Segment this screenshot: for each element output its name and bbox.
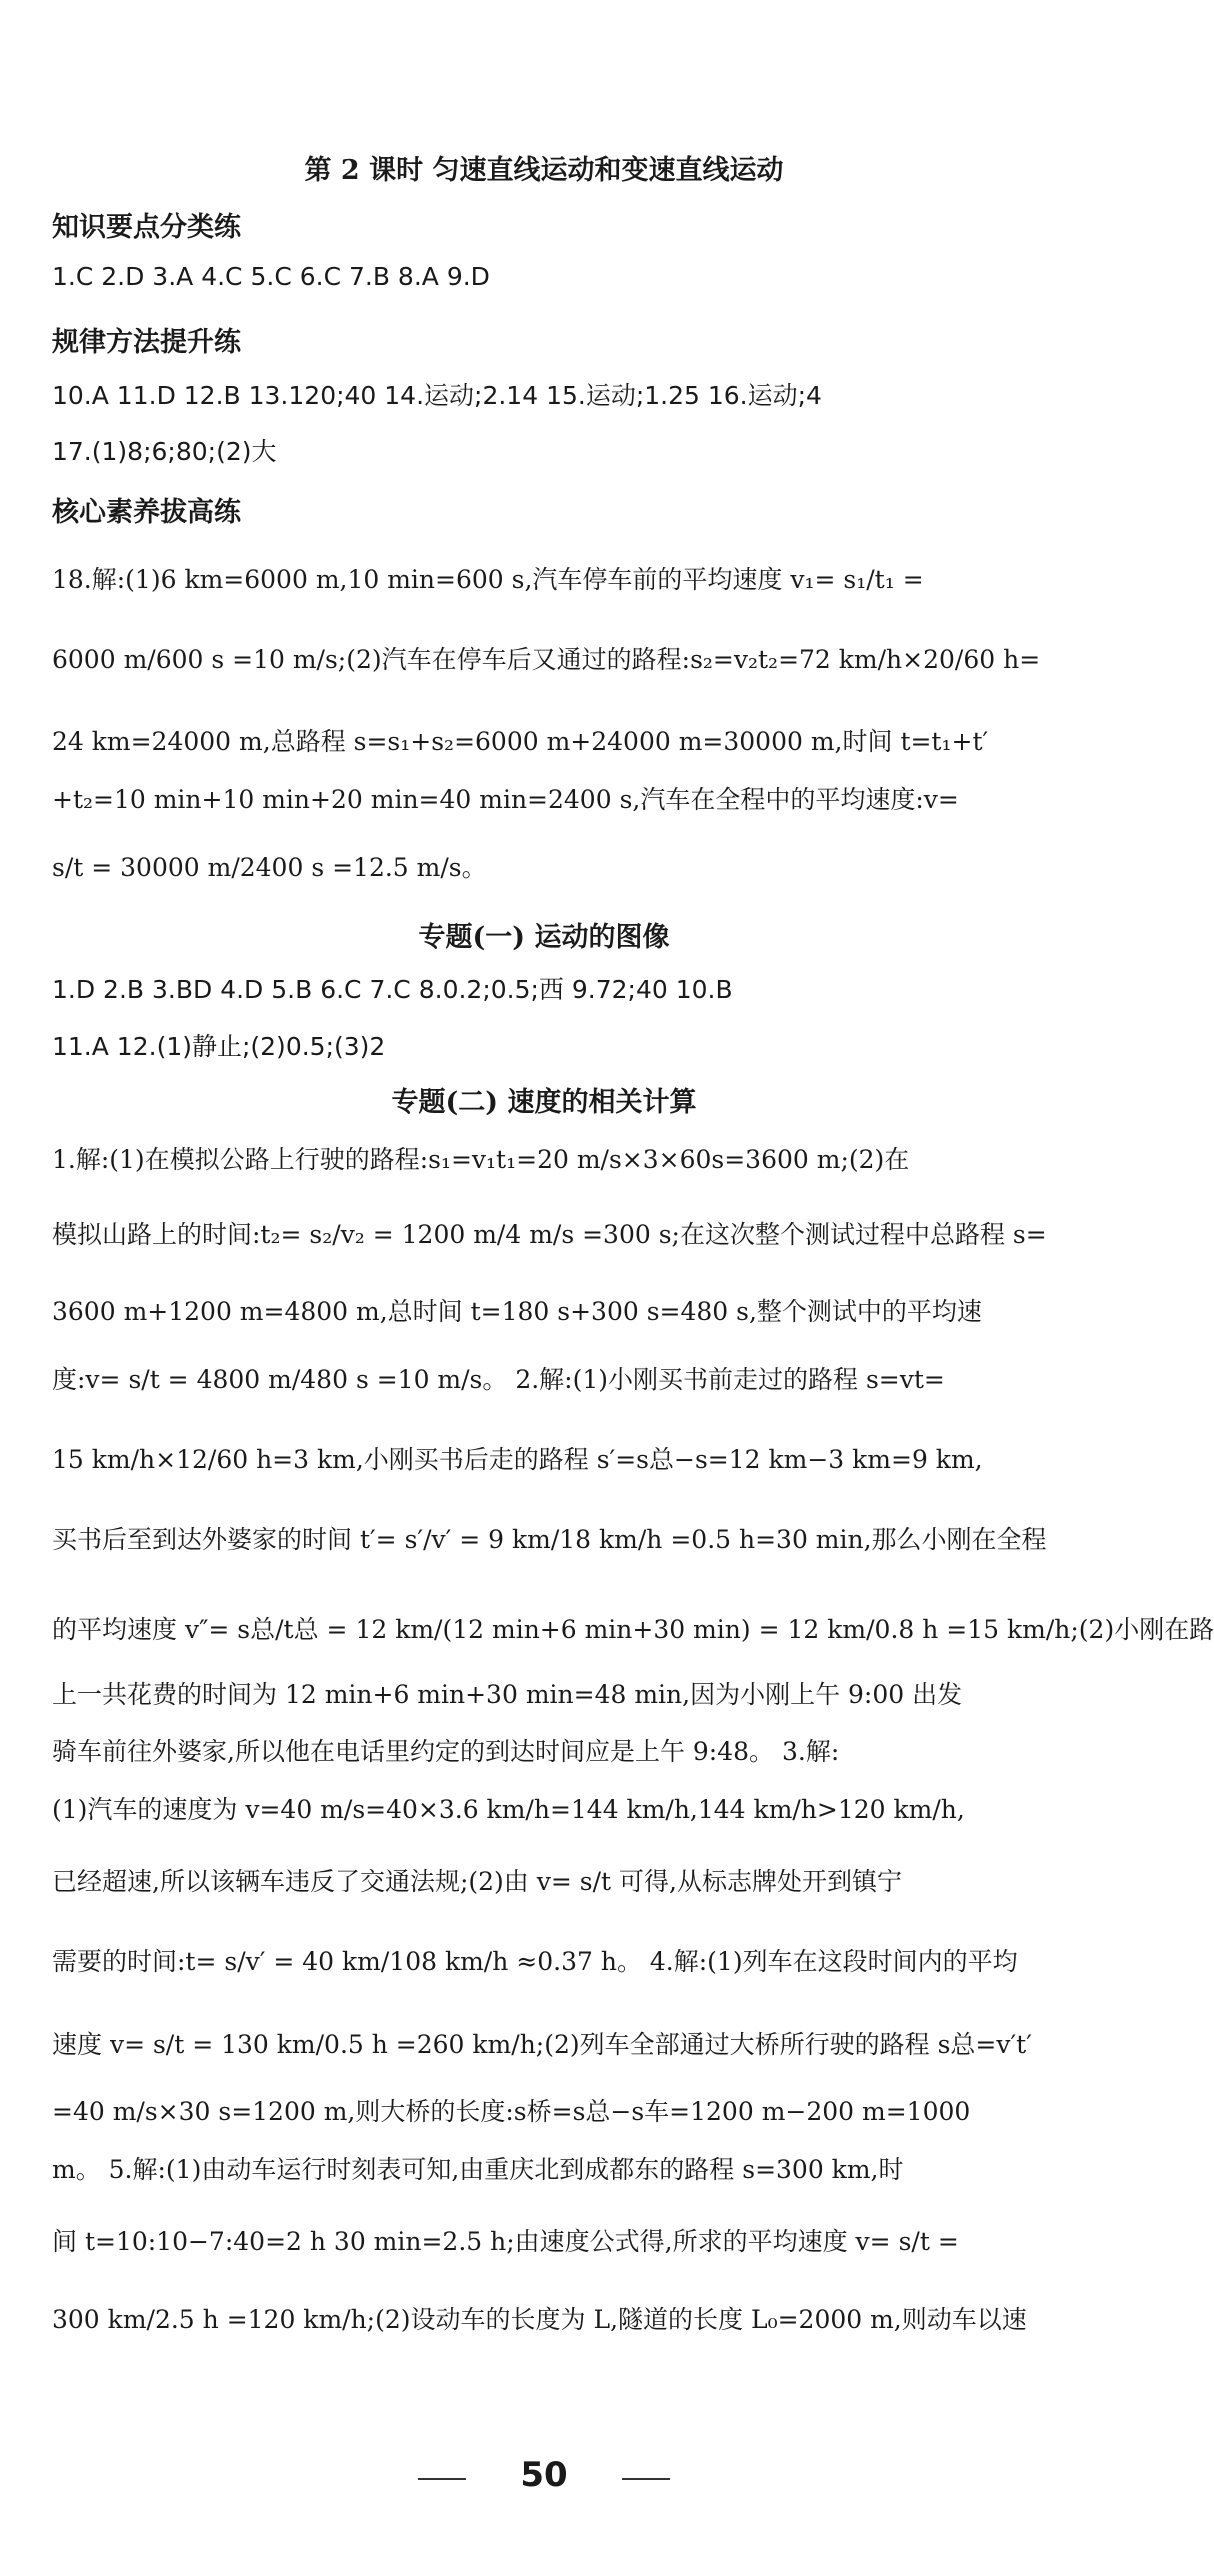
solution-line: 18.解:(1)6 km=6000 m,10 min=600 s,汽车停车前的平均速度 v₁= s₁/t₁ = xyxy=(52,565,924,594)
solution-line: 1.解:(1)在模拟公路上行驶的路程:s₁=v₁t₁=20 m/s×3×60s=3600 m;(2)在 xyxy=(52,1145,910,1174)
answers-knowledge: 1.C 2.D 3.A 4.C 5.C 6.C 7.B 8.A 9.D xyxy=(52,262,490,291)
solution-line: 上一共花费的时间为 12 min+6 min+30 min=48 min,因为小刚上午 9:00 出发 xyxy=(52,1680,963,1709)
solution-line: 需要的时间:t= s/v′ = 40 km/108 km/h ≈0.37 h。 4.解:(1)列车在这段时间内的平均 xyxy=(52,1947,1018,1976)
solution-line: 间 t=10:10−7:40=2 h 30 min=2.5 h;由速度公式得,所求的平均速度 v= s/t = xyxy=(52,2227,959,2256)
solution-line: +t₂=10 min+10 min+20 min=40 min=2400 s,汽车在全程中的平均速度:v= xyxy=(52,785,959,814)
solution-line: 度:v= s/t = 4800 m/480 s =10 m/s。 2.解:(1)小刚买书前走过的路程 s=vt= xyxy=(52,1365,945,1394)
solution-line: 15 km/h×12/60 h=3 km,小刚买书后走的路程 s′=s总−s=12 km−3 km=9 km, xyxy=(52,1445,983,1474)
topic-title-2: 专题(二) 速度的相关计算 xyxy=(391,1087,697,1118)
section-heading-method: 规律方法提升练 xyxy=(52,327,241,358)
solution-line: 模拟山路上的时间:t₂= s₂/v₂ = 1200 m/4 m/s =300 s;在这次整个测试过程中总路程 s= xyxy=(52,1220,1047,1249)
section-heading-core: 核心素养拔高练 xyxy=(52,497,241,528)
answers-method-line2: 17.(1)8;6;80;(2)大 xyxy=(52,437,277,466)
solution-line: s/t = 30000 m/2400 s =12.5 m/s。 xyxy=(52,853,487,882)
solution-line: 骑车前往外婆家,所以他在电话里约定的到达时间应是上午 9:48。 3.解: xyxy=(52,1737,840,1766)
solution-line: 24 km=24000 m,总路程 s=s₁+s₂=6000 m+24000 m=30000 m,时间 t=t₁+t′ xyxy=(52,727,989,756)
solution-line: 6000 m/600 s =10 m/s;(2)汽车在停车后又通过的路程:s₂=v₂t₂=72 km/h×20/60 h= xyxy=(52,645,1041,674)
solution-line: 3600 m+1200 m=4800 m,总时间 t=180 s+300 s=480 s,整个测试中的平均速 xyxy=(52,1297,982,1326)
solution-line: 买书后至到达外婆家的时间 t′= s′/v′ = 9 km/18 km/h =0.5 h=30 min,那么小刚在全程 xyxy=(52,1525,1047,1554)
answers-topic1-line2: 11.A 12.(1)静止;(2)0.5;(3)2 xyxy=(52,1032,386,1061)
answers-method-line1: 10.A 11.D 12.B 13.120;40 14.运动;2.14 15.运动;1.25 16.运动;4 xyxy=(52,381,822,410)
page-number: 50 xyxy=(520,2455,568,2495)
solution-line: =40 m/s×30 s=1200 m,则大桥的长度:s桥=s总−s车=1200 m−200 m=1000 xyxy=(52,2097,971,2126)
page-number-dash-right xyxy=(622,2478,670,2480)
solution-line: 速度 v= s/t = 130 km/0.5 h =260 km/h;(2)列车全部通过大桥所行驶的路程 s总=v′t′ xyxy=(52,2030,1032,2059)
solution-line: m。 5.解:(1)由动车运行时刻表可知,由重庆北到成都东的路程 s=300 km,时 xyxy=(52,2155,904,2184)
solution-line: 的平均速度 v″= s总/t总 = 12 km/(12 min+6 min+30 min) = 12 km/0.8 h =15 km/h;(2)小刚在路 xyxy=(52,1615,1214,1644)
answers-topic1-line1: 1.D 2.B 3.BD 4.D 5.B 6.C 7.C 8.0.2;0.5;西 9.72;40 10.B xyxy=(52,975,733,1004)
solution-line: 已经超速,所以该辆车违反了交通法规;(2)由 v= s/t 可得,从标志牌处开到镇宁 xyxy=(52,1867,902,1896)
solution-line: 300 km/2.5 h =120 km/h;(2)设动车的长度为 L,隧道的长度 L₀=2000 m,则动车以速 xyxy=(52,2305,1027,2334)
section-heading-knowledge: 知识要点分类练 xyxy=(52,212,241,243)
topic-title-1: 专题(一) 运动的图像 xyxy=(418,922,670,953)
lesson-title: 第 2 课时 匀速直线运动和变速直线运动 xyxy=(304,155,784,186)
solution-line: (1)汽车的速度为 v=40 m/s=40×3.6 km/h=144 km/h,144 km/h>120 km/h, xyxy=(52,1795,965,1824)
